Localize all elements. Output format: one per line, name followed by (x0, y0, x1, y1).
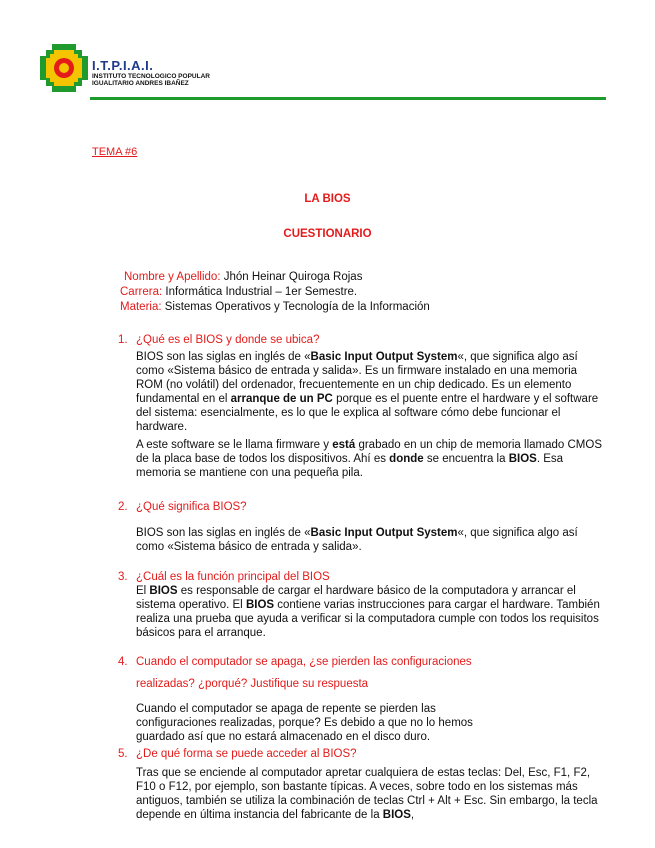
brand-block (92, 58, 210, 87)
answer-1-paragraph-2: A este software se le llama firmware y está grabado en un chip de memoria llamado CMOS de la placa base de todos los dispositivos. Ahí es donde se encuentra la BIOS. Esa memoria se mantiene con una pequeña pila. (136, 439, 602, 479)
career-label: Carrera: (120, 286, 163, 298)
question-text: ¿Qué es el BIOS y donde se ubica? (136, 334, 320, 346)
subject-row (120, 300, 430, 315)
career-value: Informática Industrial – 1er Semestre. (162, 286, 358, 298)
question-text: ¿Cuál es la función principal del BIOS (136, 571, 330, 583)
tema-label: TEMA #6 (92, 146, 138, 158)
question-number: 2. (118, 501, 128, 513)
name-row (124, 270, 430, 285)
question-number: 5. (118, 748, 128, 760)
question-text: ¿Qué significa BIOS? (136, 501, 247, 513)
answer-3: El BIOS es responsable de cargar el hardware básico de la computadora y arrancar el sistema operativo. El BIOS contiene varias instrucciones para cargar el hardware. También realiza una prueba que ayuda a verificar si la computadora cumple con todos los requisitos básicos para el arranque. (136, 585, 600, 639)
brand-line-2: IGUALITARIO ANDRES IBAÑEZ (92, 80, 189, 87)
document-header (36, 40, 606, 102)
question-number: 3. (118, 571, 128, 583)
question-3 (118, 571, 330, 583)
answer-1-paragraph-1: BIOS son las siglas en inglés de «Basic Input Output System«, que significa algo así como «Sistema básico de entrada y salida». Es un firmware instalado en una memoria ROM (no volátil) del ordenador, frecuentemente en un chip dedicado. Es un elemento fundamental en el arranque de un PC porque es el puente entre el hardware y el software del sistema: esencialmente, es lo que le explica al software cómo debe funcionar el hardware. (136, 351, 599, 433)
answer-2: BIOS son las siglas en inglés de «Basic Input Output System«, que significa algo así como «Sistema básico de entrada y salida». (136, 527, 578, 553)
career-row (120, 285, 430, 300)
subject-label: Materia: (120, 301, 162, 313)
answer-1 (136, 350, 606, 484)
question-2 (118, 501, 247, 513)
name-label: Nombre y Apellido: (124, 271, 221, 283)
question-number: 4. (118, 656, 128, 668)
question-text: Cuando el computador se apaga, ¿se pierden las configuraciones (136, 656, 472, 668)
question-1 (118, 334, 319, 346)
brand-line-1: INSTITUTO TECNOLOGICO POPULAR (92, 73, 210, 80)
question-number: 1. (118, 334, 128, 346)
institute-logo-icon (36, 40, 92, 96)
question-4-line-2: realizadas? ¿porqué? Justifique su respuesta (136, 678, 369, 690)
brand-title: I.T.P.I.A.I. (92, 58, 154, 73)
answer-4: Cuando el computador se apaga de repente se pierden las configuraciones realizadas, porque? Es debido a que no lo hemos guardado así que no estará almacenado en el disco duro. (136, 703, 473, 743)
subject-value: Sistemas Operativos y Tecnología de la Información (161, 301, 430, 313)
question-text: ¿De qué forma se puede acceder al BIOS? (136, 748, 357, 760)
student-info (120, 270, 430, 315)
question-5 (118, 748, 357, 760)
document-subtitle: CUESTIONARIO (283, 228, 372, 240)
question-4 (118, 656, 472, 668)
document-title: LA BIOS (304, 193, 351, 205)
header-divider (90, 97, 606, 100)
name-value: Jhón Heinar Quiroga Rojas (220, 271, 363, 283)
answer-5: Tras que se enciende al computador apretar cualquiera de estas teclas: Del, Esc, F1, F2, F10 o F12, por ejemplo, son bastante típicas. A veces, sobre todo en los sistemas más antiguos, también se utiliza la combinación de teclas Ctrl + Alt + Esc. Sin embargo, la tecla depende en última instancia del fabricante de la BIOS, (136, 767, 598, 821)
